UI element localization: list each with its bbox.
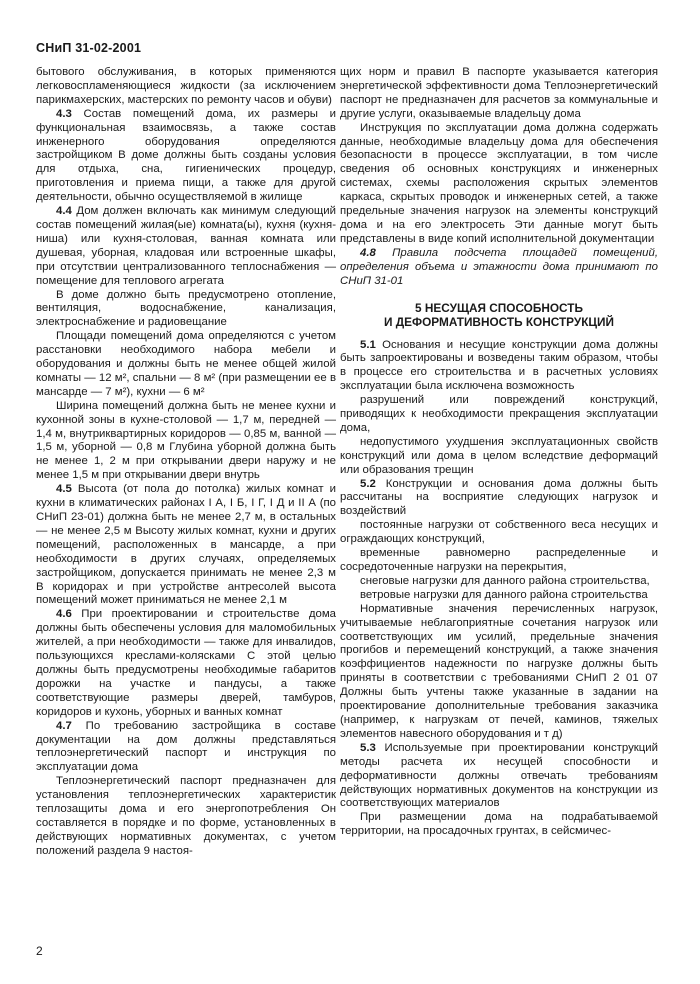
section-heading-line-2: И ДЕФОРМАТИВНОСТЬ КОНСТРУКЦИЙ — [384, 314, 614, 329]
right-column — [340, 66, 658, 839]
clause-number: 5.2 — [360, 477, 376, 490]
clause-number: 4.7 — [56, 719, 72, 732]
paragraph-text: снеговые нагрузки для данного района строительства, — [360, 574, 650, 587]
numbered-paragraph — [36, 483, 336, 608]
paragraph-text: Высота (от пола до потолка) жилых комнат и кухни в климатических районах I А, I Б, I Г, I Д и II А (по СНиП 23-01) должна быть не менее 2,7 м, в остальных — не менее 2,5 м Высоту жилых комнат, кухни и других помещений, расположенных в мансарде, а при необходимости в других случаях, определяемых застройщиком, допускается принимать не менее 2,3 м В коридорах и при устройстве антресолей высота помещений может приниматься не менее 2,1 м — [36, 483, 336, 607]
paragraph-text: Правила подсчета площадей помещений, определения объема и этажности дома принимают по СНиП 31-01 — [340, 246, 658, 287]
clause-number: 4.4 — [56, 205, 72, 218]
paragraph — [36, 66, 336, 108]
paragraph-text: недопустимого ухудшения эксплуатационных свойств конструкций или дома в целом вследствие деформаций или образования трещин — [340, 435, 658, 476]
numbered-paragraph — [36, 205, 336, 288]
paragraph-text: Используемые при проектировании конструкций методы расчета их несущей способности и деформативности должны отвечать требованиям действующих нормативных документов на конструкции из соответствующих материалов — [340, 741, 658, 810]
numbered-paragraph — [36, 608, 336, 719]
paragraph — [36, 775, 336, 858]
clause-number: 5.3 — [360, 741, 376, 754]
numbered-paragraph — [340, 478, 658, 520]
paragraph-text: Площади помещений дома определяются с учетом расстановки необходимого набора мебели и оборудования и должны быть не менее общей жилой комнаты — 12 м², спальни — 8 м² (при размещении ее в мансарде — 7 м²), кухни — 6 м² — [36, 330, 336, 398]
paragraph-text: ветровые нагрузки для данного района строительства — [360, 588, 648, 601]
paragraph-text: временные равномерно распределенные и сосредоточенные нагрузки на перекрытия, — [340, 547, 658, 573]
clause-number: 4.5 — [56, 483, 72, 496]
paragraph-text: Конструкции и основания дома должны быть рассчитаны на восприятие следующих нагрузок и воздействий — [340, 477, 658, 518]
paragraph — [340, 122, 658, 247]
paragraph-text: Ширина помещений должна быть не менее кухни и кухонной зоны в кухне-столовой — 1,7 м, передней — 1,4 м, внутриквартирных коридоров — 0,85 м, ванной — 1,5 м, уборной — 0,8 м Глубина уборной должна быть не менее 1, 2 м при открывании двери наружу и не менее 1,5 м при открывании двери внутрь — [36, 399, 336, 482]
paragraph-text: В доме должно быть предусмотрено отопление, вентиляция, водоснабжение, канализация, электроснабжение и радиовещание — [36, 288, 336, 329]
paragraph-text: Состав помещений дома, их размеры и функциональная взаимосвязь, а также состав инженерного оборудования определяются застройщиком В доме должны быть созданы условия для отдыха, сна, гигиенических процедур, приготовления и приема пищи, а также для другой деятельности, обычно осуществляемой в жилище — [36, 107, 336, 204]
paragraph-text: разрушений или повреждений конструкций, приводящих к необходимости прекращения эксплуатации дома, — [340, 394, 658, 434]
left-column — [36, 66, 336, 859]
paragraph-text: бытового обслуживания, в которых применяются легковоспламеняющиеся жидкости (за исключением парикмахерских, мастерских по ремонту часов и обуви) — [36, 66, 336, 106]
numbered-paragraph — [340, 247, 658, 289]
paragraph-text: При проектировании и строительстве дома должны быть обеспечены условия для маломобильных жителей, а при необходимости — также для инвалидов, пользующихся креслами-колясками С этой целью должны быть предусмотрены необходимые габаритов дорожки на участке и пандусы, а также соответствующие размеры дверей, тамбуров, коридоров и кухонь, уборных и ванных комнат — [36, 608, 336, 718]
numbered-paragraph — [36, 108, 336, 205]
paragraph-text: Нормативные значения перечисленных нагрузок, учитываемые неблагоприятные сочетания нагрузок или соответствующих им усилий, предельные значения прогибов и перемещений конструкций, а также значения коэффициентов надежности по нагрузке должны быть приняты в соответствии с требованиями СНиП 2 01 07 Должны быть учтены также указанные в задании на проектирование дополнительные требования заказчика (например, к нагрузкам от печей, каминов, тяжелых элементов навесного оборудования и т д) — [340, 602, 658, 740]
page-number: 2 — [36, 944, 43, 958]
numbered-paragraph — [36, 720, 336, 776]
paragraph-text: Теплоэнергетический паспорт предназначен для установления теплоэнергетических характеристик теплозащиты дома и его энергопотребления Он составляется в порядке и по форме, установленных в действующих нормативных документах, с учетом положений раздела 9 настоя- — [36, 775, 336, 857]
paragraph — [340, 603, 658, 742]
paragraph — [340, 811, 658, 839]
paragraph-text: По требованию застройщика в составе документации на дом должны представляться теплоэнергетический паспорт и инструкция по эксплуатации дома — [36, 719, 336, 774]
clause-number: 5.1 — [360, 338, 376, 351]
paragraph-text: постоянные нагрузки от собственного веса несущих и ограждающих конструкций, — [340, 519, 658, 546]
paragraph — [340, 547, 658, 575]
paragraph — [36, 400, 336, 483]
numbered-paragraph — [340, 339, 658, 395]
section-heading — [340, 301, 658, 329]
paragraph — [340, 436, 658, 478]
paragraph-text: Дом должен включать как минимум следующий состав помещений жилая(ые) комната(ы), кухня (кухня-ниша) или кухня-столовая, ванная комната или душевая, уборная, кладовая или встроенные шкафы, при отсутствии централизованного теплоснабжения — помещение для теплового агрегата — [36, 205, 336, 287]
paragraph — [340, 575, 658, 589]
paragraph — [340, 519, 658, 547]
paragraph-text: Основания и несущие конструкции дома должны быть запроектированы и возведены таким образом, чтобы в процессе его строительства и в расчетных условиях эксплуатации была исключена возможность — [340, 338, 658, 393]
paragraph — [340, 589, 658, 603]
paragraph-text: Инструкция по эксплуатации дома должна содержать данные, необходимые владельцу дома для обеспечения безопасности в процессе эксплуатации, в том числе сведения об основных конструкциях и инженерных системах, схемы расположения скрытых элементов каркаса, скрытых проводок и инженерных сетей, а также предельные значения нагрузок на элементы конструкций дома и на его электросеть Эти данные могут быть представлены в виде копий исполнительной документации — [340, 121, 658, 245]
clause-number: 4.3 — [56, 107, 72, 120]
clause-number: 4.8 — [360, 246, 376, 259]
section-heading-line-1: 5 НЕСУЩАЯ СПОСОБНОСТЬ — [415, 300, 583, 315]
paragraph-text: При размещении дома на подрабатываемой территории, на просадочных грунтах, в сейсмичес- — [340, 811, 658, 838]
paragraph — [340, 394, 658, 436]
paragraph-text: щих норм и правил В паспорте указывается категория энергетической эффективности дома Теплоэнергетический паспорт не предназначен для расчетов за коммунальные и другие услуги, оказываемые владельцу дома — [340, 66, 658, 120]
paragraph — [36, 330, 336, 400]
document-header: СНиП 31-02-2001 — [36, 41, 142, 55]
paragraph — [340, 66, 658, 122]
numbered-paragraph — [340, 742, 658, 812]
clause-number: 4.6 — [56, 608, 72, 621]
paragraph — [36, 289, 336, 331]
